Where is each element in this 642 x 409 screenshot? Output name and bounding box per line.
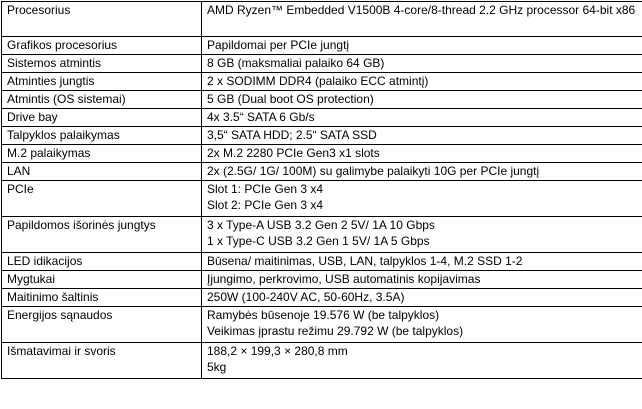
spec-value-line: Veikimas įprastu režimu 29.792 W (be talpyklos) — [207, 324, 464, 338]
spec-value: Būsena/ maitinimas, USB, LAN, talpyklos 1-4, M.2 SSD 1-2 — [202, 253, 642, 271]
spec-value-line: Slot 1: PCIe Gen 3 x4 — [207, 182, 324, 196]
spec-value: 8 GB (maksmaliai palaiko 64 GB) — [202, 55, 642, 73]
spec-label: Procesorius — [2, 2, 202, 37]
spec-value-line: Ramybės būsenoje 19.576 W (be talpyklos) — [207, 308, 440, 322]
spec-value: 4x 3.5“ SATA 6 Gb/s — [202, 109, 642, 127]
spec-value: Papildomai per PCIe jungtį — [202, 37, 642, 55]
table-row — [2, 289, 642, 307]
spec-value: 3,5“ SATA HDD; 2.5“ SATA SSD — [202, 127, 642, 145]
spec-label: Atmintis (OS sistemai) — [2, 91, 202, 109]
spec-label: Mygtukai — [2, 271, 202, 289]
spec-value: 2 x SODIMM DDR4 (palaiko ECC atmintį) — [202, 73, 642, 91]
table-row — [2, 181, 642, 217]
spec-label: LED idikacijos — [2, 253, 202, 271]
spec-label: Energijos sąnaudos — [2, 307, 202, 343]
table-row — [2, 127, 642, 145]
table-row — [2, 307, 642, 343]
spec-label: Sistemos atmintis — [2, 55, 202, 73]
spec-value: AMD Ryzen™ Embedded V1500B 4-core/8-thread 2.2 GHz processor 64-bit x86 — [202, 2, 642, 37]
spec-label: M.2 palaikymas — [2, 145, 202, 163]
table-row — [2, 2, 642, 37]
table-row — [2, 37, 642, 55]
spec-label: LAN — [2, 163, 202, 181]
spec-label: Grafikos procesorius — [2, 37, 202, 55]
table-row — [2, 55, 642, 73]
spec-value-line: 3 x Type-A USB 3.2 Gen 2 5V/ 1A 10 Gbps — [207, 218, 435, 232]
spec-label: Drive bay — [2, 109, 202, 127]
spec-value: 5 GB (Dual boot OS protection) — [202, 91, 642, 109]
spec-label: Maitinimo šaltinis — [2, 289, 202, 307]
spec-value: Įjungimo, perkrovimo, USB automatinis kopijavimas — [202, 271, 642, 289]
spec-label: Papildomos išorinės jungtys — [2, 217, 202, 253]
spec-value — [202, 181, 642, 217]
spec-value: 2x (2.5G/ 1G/ 100M) su galimybe palaikyti 10G per PCIe jungtį — [202, 163, 642, 181]
spec-value — [202, 307, 642, 343]
spec-value-line: Slot 2: PCIe Gen 3 x4 — [207, 198, 324, 212]
spec-label: Atminties jungtis — [2, 73, 202, 91]
spec-value-line: 1 x Type-C USB 3.2 Gen 1 5V/ 1A 5 Gbps — [207, 234, 430, 248]
table-row — [2, 253, 642, 271]
table-row — [2, 73, 642, 91]
spec-value — [202, 343, 642, 379]
specifications-table — [1, 1, 642, 379]
table-row — [2, 109, 642, 127]
spec-label: Išmatavimai ir svoris — [2, 343, 202, 379]
spec-label: Talpyklos palaikymas — [2, 127, 202, 145]
spec-value: 2x M.2 2280 PCIe Gen3 x1 slots — [202, 145, 642, 163]
table-row — [2, 343, 642, 379]
spec-value: 250W (100-240V AC, 50-60Hz, 3.5A) — [202, 289, 642, 307]
spec-value-line: 188,2 × 199,3 × 280,8 mm — [207, 344, 348, 358]
table-row — [2, 91, 642, 109]
table-row — [2, 217, 642, 253]
spec-value — [202, 217, 642, 253]
table-row — [2, 271, 642, 289]
spec-value-line: 5kg — [207, 360, 227, 374]
spec-label: PCIe — [2, 181, 202, 217]
table-row — [2, 163, 642, 181]
table-row — [2, 145, 642, 163]
